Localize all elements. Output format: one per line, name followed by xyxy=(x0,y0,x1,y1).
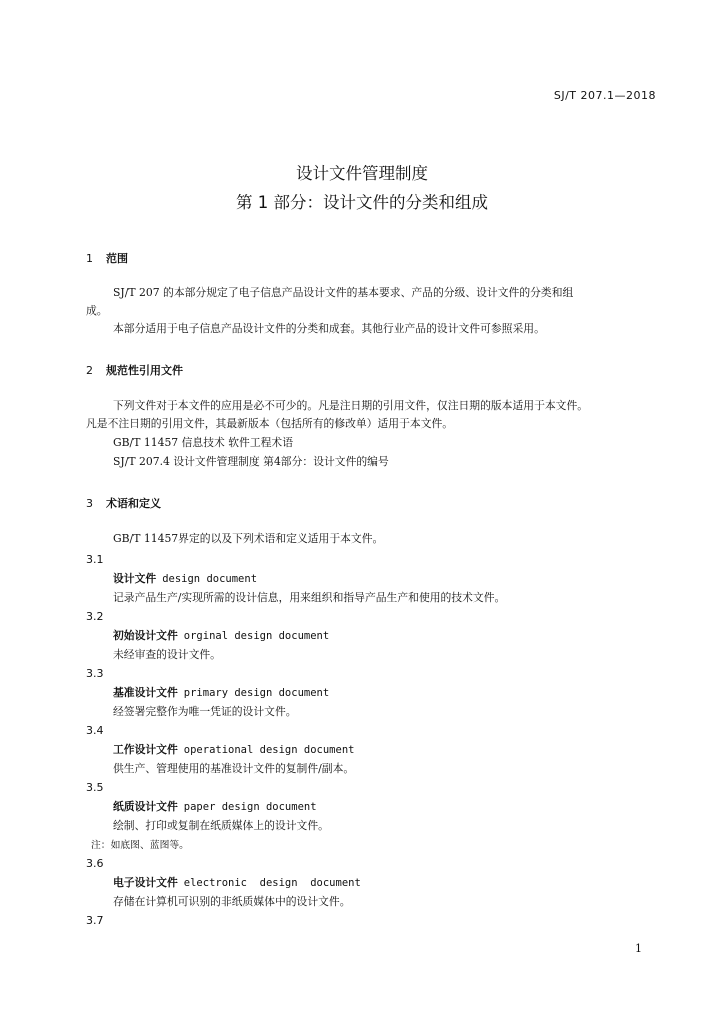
term-definition: 未经审查的设计文件。 xyxy=(113,648,221,661)
term-definition: 存储在计算机可识别的非纸质媒体中的设计文件。 xyxy=(113,895,351,908)
term-cn: 纸质设计文件 xyxy=(113,800,178,813)
page-number: 1 xyxy=(635,942,642,955)
standard-code: SJ/T 207.1—2018 xyxy=(553,89,656,102)
section-heading-references xyxy=(86,362,183,378)
term-cn: 工作设计文件 xyxy=(113,743,178,756)
section-title: 术语和定义 xyxy=(106,497,161,510)
clause-number: 3.4 xyxy=(86,724,104,737)
section-heading-scope xyxy=(86,250,128,266)
section-heading-terms xyxy=(86,495,161,511)
paragraph: 本部分适用于电子信息产品设计文件的分类和成套。其他行业产品的设计文件可参照采用。 xyxy=(113,322,545,335)
clause-number: 3.1 xyxy=(86,553,104,566)
paragraph: 下列文件对于本文件的应用是必不可少的。凡是注日期的引用文件，仅注日期的版本适用于本文件。 xyxy=(113,399,589,412)
term-en: primary design document xyxy=(183,687,330,699)
clause-number: 3.3 xyxy=(86,667,104,680)
term-entry xyxy=(113,799,317,814)
term-note: 注：如底图、蓝图等。 xyxy=(91,840,189,851)
clause-number: 3.5 xyxy=(86,781,104,794)
clause-number: 3.7 xyxy=(86,914,104,927)
term-en: operational design document xyxy=(183,744,355,756)
reference-item: GB/T 11457 信息技术 软件工程术语 xyxy=(113,436,294,449)
section-title: 规范性引用文件 xyxy=(106,364,183,377)
term-entry xyxy=(113,742,354,757)
term-cn: 初始设计文件 xyxy=(113,629,178,642)
term-en: electronic design document xyxy=(183,877,361,889)
term-definition: 记录产品生产/实现所需的设计信息，用来组织和指导产品生产和使用的技术文件。 xyxy=(113,591,506,604)
term-en: design document xyxy=(162,573,258,585)
term-entry xyxy=(113,571,257,586)
term-entry xyxy=(113,628,329,643)
paragraph: 凡是不注日期的引用文件，其最新版本（包括所有的修改单）适用于本文件。 xyxy=(86,417,454,430)
clause-number: 3.2 xyxy=(86,610,104,623)
term-cn: 电子设计文件 xyxy=(113,876,178,889)
section-number: 1 xyxy=(86,252,93,265)
term-definition: 绘制、打印或复制在纸质媒体上的设计文件。 xyxy=(113,819,329,832)
paragraph: GB/T 11457界定的以及下列术语和定义适用于本文件。 xyxy=(113,532,384,545)
term-cn: 基准设计文件 xyxy=(113,686,178,699)
term-en: orginal design document xyxy=(183,630,330,642)
section-number: 2 xyxy=(86,364,93,377)
section-title: 范围 xyxy=(106,252,128,265)
document-subtitle: 第 1 部分：设计文件的分类和组成 xyxy=(236,193,488,212)
reference-item: SJ/T 207.4 设计文件管理制度 第4部分：设计文件的编号 xyxy=(113,455,389,468)
clause-number: 3.6 xyxy=(86,857,104,870)
document-title: 设计文件管理制度 xyxy=(296,164,428,183)
term-en: paper design document xyxy=(183,801,317,813)
term-entry xyxy=(113,875,361,890)
paragraph: 成。 xyxy=(86,304,108,317)
term-definition: 供生产、管理使用的基准设计文件的复制件/副本。 xyxy=(113,762,355,775)
term-entry xyxy=(113,685,329,700)
section-number: 3 xyxy=(86,497,93,510)
term-cn: 设计文件 xyxy=(113,572,157,585)
paragraph: SJ/T 207 的本部分规定了电子信息产品设计文件的基本要求、产品的分级、设计文件的分类和组 xyxy=(113,286,574,299)
term-definition: 经签署完整作为唯一凭证的设计文件。 xyxy=(113,705,297,718)
